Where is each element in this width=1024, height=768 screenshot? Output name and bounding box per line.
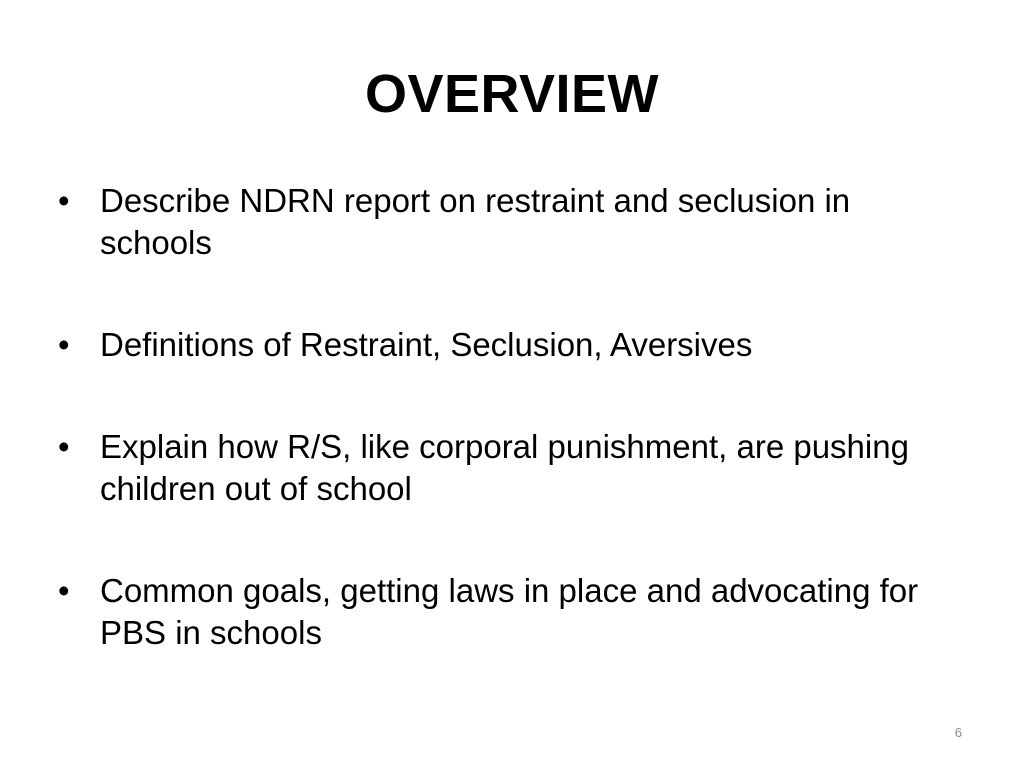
slide-title: OVERVIEW [364, 64, 660, 124]
bullet-item [58, 570, 958, 654]
bullet-text: Common goals, getting laws in place and advocating for PBS in schools [100, 572, 919, 651]
bullet-item [58, 426, 958, 510]
bullet-text: Explain how R/S, like corporal punishment, are pushing children out of school [100, 428, 909, 507]
bullet-text: Definitions of Restraint, Seclusion, Aversives [100, 326, 753, 363]
bullet-dot-icon: • [58, 572, 70, 609]
bullet-dot-icon: • [58, 182, 70, 219]
bullet-dot-icon: • [58, 326, 70, 363]
bullet-dot-icon: • [58, 428, 70, 465]
page-number: 6 [954, 725, 962, 740]
bullet-list [58, 180, 958, 654]
bullet-item [58, 324, 958, 366]
bullet-text: Describe NDRN report on restraint and seclusion in schools [100, 182, 851, 261]
bullet-item [58, 180, 958, 264]
